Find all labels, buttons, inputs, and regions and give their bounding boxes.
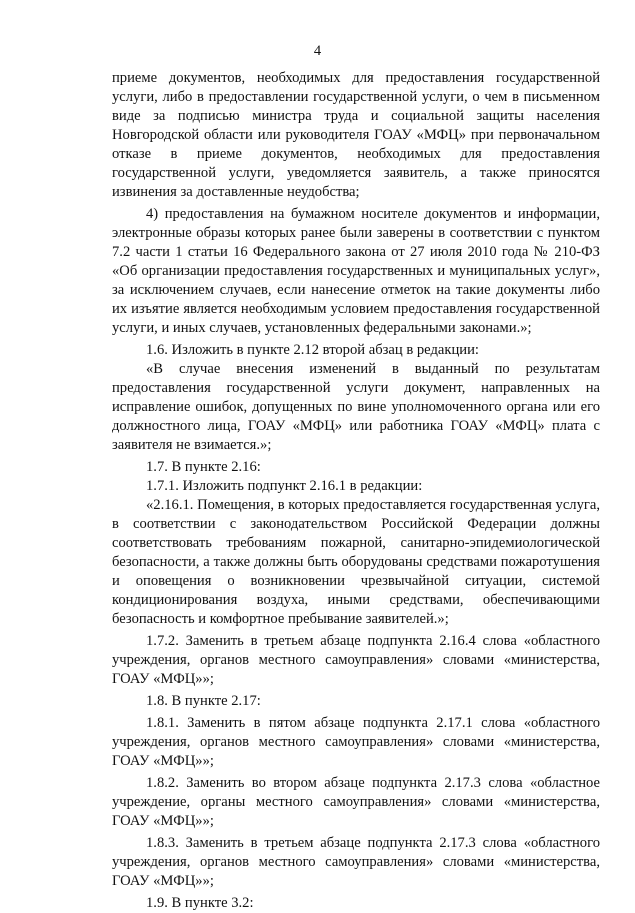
- paragraph-1-8-1: 1.8.1. Заменить в пятом абзаце подпункта 2.17.1 слова «областного учреждения, органов местного самоуправления» словами «министерства, ГОАУ «МФЦ»»;: [112, 715, 600, 769]
- page-number: 4: [313, 43, 322, 59]
- paragraph-1-6-heading: 1.6. Изложить в пункте 2.12 второй абзац в редакции:: [146, 342, 479, 358]
- paragraph-1-8-2: 1.8.2. Заменить во втором абзаце подпункта 2.17.3 слова «областное учреждение, органы местного самоуправления» словами «министерства, ГОАУ «МФЦ»»;: [112, 775, 600, 829]
- paragraph-1-8-3: 1.8.3. Заменить в третьем абзаце подпункта 2.17.3 слова «областного учреждения, органов местного самоуправления» словами «министерства, ГОАУ «МФЦ»»;: [112, 835, 600, 889]
- paragraph-refusal-continuation: приеме документов, необходимых для предоставления государственной услуги, либо в предоставлении государственной услуги, о чем в письменном виде за подписью министра труда и социальной защиты населения Новгородской области или руководителя ГОАУ «МФЦ» при первоначальном отказе в приеме документов, необходимых для предоставления государственной услуги, уведомляется заявитель, а также приносятся извинения за доставленные неудобства;: [112, 70, 600, 200]
- paragraph-item-4-paper-documents: 4) предоставления на бумажном носителе документов и информации, электронные образы которых ранее были заверены в соответствии с пунктом 7.2 части 1 статьи 16 Федерального закона от 27 июля 2010 года № 210-ФЗ «Об организации предоставления государственных и муниципальных услуг», за исключением случаев, если нанесение отметок на такие документы либо их изъятие является необходимым условием предоставления государственной услуги, и иных случаев, установленных федеральными законами.»;: [112, 206, 600, 336]
- paragraph-1-7-heading: 1.7. В пункте 2.16:: [146, 459, 261, 475]
- paragraph-1-6-text: «В случае внесения изменений в выданный по результатам предоставления государственной услуги документ, направленных на исправление ошибок, допущенных по вине уполномоченного органа или его должностного лица, ГОАУ «МФЦ» или работника ГОАУ «МФЦ» плата с заявителя не взимается.»;: [112, 361, 600, 453]
- paragraph-1-7-1-heading: 1.7.1. Изложить подпункт 2.16.1 в редакции:: [146, 478, 423, 494]
- paragraph-2-16-1-text: «2.16.1. Помещения, в которых предоставляется государственная услуга, в соответствии с законодательством Российской Федерации должны соответствовать требованиям пожарной, санитарно-эпидемиологической безопасности, а также должны быть оборудованы средствами пожаротушения и оповещения о возникновении чрезвычайной ситуации, системой кондиционирования воздуха, иными средствами, обеспечивающими безопасность и комфортное пребывание заявителей.»;: [112, 497, 600, 627]
- document-body: [112, 69, 600, 913]
- paragraph-1-8-heading: 1.8. В пункте 2.17:: [146, 693, 261, 709]
- paragraph-1-9-heading: 1.9. В пункте 3.2:: [146, 895, 254, 911]
- paragraph-1-7-2: 1.7.2. Заменить в третьем абзаце подпункта 2.16.4 слова «областного учреждения, органов местного самоуправления» словами «министерства, ГОАУ «МФЦ»»;: [112, 633, 600, 687]
